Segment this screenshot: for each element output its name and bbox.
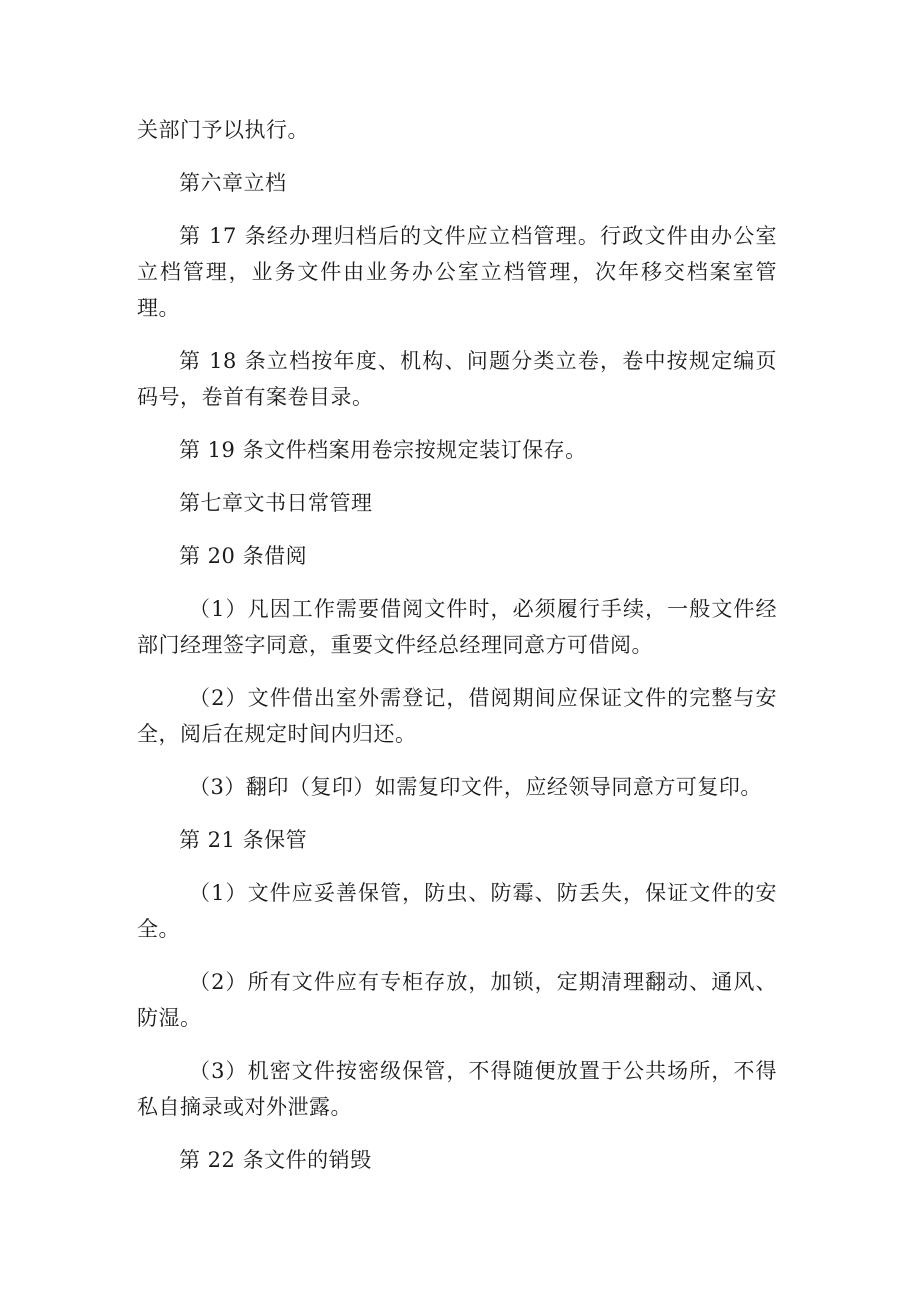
article-20-item-2: （2）文件借出室外需登记，借阅期间应保证文件的完整与安全，阅后在规定时间内归还。 xyxy=(137,686,777,746)
article-20-item-1: （1）凡因工作需要借阅文件时，必须履行手续，一般文件经部门经理签字同意，重要文件经总经理同意方可借阅。 xyxy=(137,597,777,657)
document-body xyxy=(137,112,777,1195)
article-18: 第 18 条立档按年度、机构、问题分类立卷，卷中按规定编页码号，卷首有案卷目录。 xyxy=(137,349,777,409)
chapter-heading-7: 第七章文书日常管理 xyxy=(179,491,373,515)
paragraph-continuation: 关部门予以执行。 xyxy=(137,118,309,142)
article-21-heading: 第 21 条保管 xyxy=(179,828,308,852)
article-21-item-1: （1）文件应妥善保管，防虫、防霉、防丢失，保证文件的安全。 xyxy=(137,881,777,941)
article-19: 第 19 条文件档案用卷宗按规定装订保存。 xyxy=(179,438,587,462)
article-21-item-3: （3）机密文件按密级保管，不得随便放置于公共场所，不得私自摘录或对外泄露。 xyxy=(137,1059,777,1119)
article-17: 第 17 条经办理归档后的文件应立档管理。行政文件由办公室立档管理，业务文件由业务办公室立档管理，次年移交档案室管理。 xyxy=(137,224,777,320)
article-21-item-2: （2）所有文件应有专柜存放，加锁，定期清理翻动、通风、防湿。 xyxy=(137,970,777,1030)
article-20-heading: 第 20 条借阅 xyxy=(179,544,308,568)
article-22-heading: 第 22 条文件的销毁 xyxy=(179,1148,372,1172)
chapter-heading-6: 第六章立档 xyxy=(179,171,287,195)
article-20-item-3: （3）翻印（复印）如需复印文件，应经领导同意方可复印。 xyxy=(189,775,762,799)
